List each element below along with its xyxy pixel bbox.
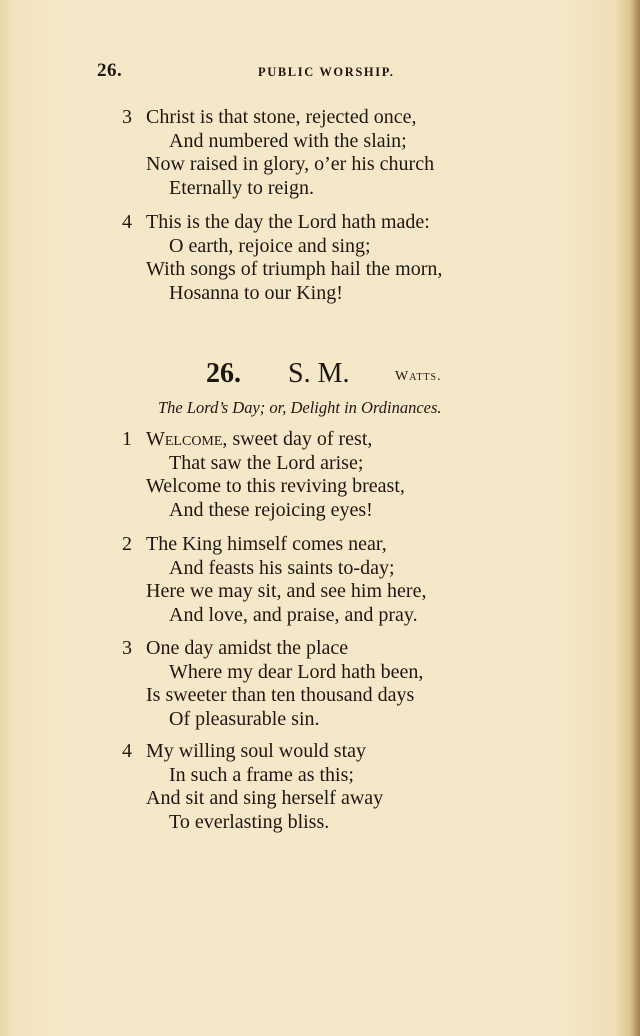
verse-text: The King himself comes near, [146, 533, 387, 555]
stanza-line [122, 130, 542, 154]
page-number: 26. [97, 60, 123, 81]
hymn-subtitle: The Lord’s Day; or, Delight in Ordinances. [158, 398, 442, 417]
verse-text: This is the day the Lord hath made: [146, 211, 430, 233]
hymn-header [0, 358, 640, 394]
stanza-line [122, 475, 542, 499]
verse-text: Of pleasurable sin. [169, 707, 320, 730]
stanza-number: 1 [122, 428, 132, 450]
hymn-stanza-4 [122, 740, 542, 834]
verse-text: And sit and sing herself away [146, 787, 384, 809]
stanza-line [122, 787, 542, 811]
stanza-number: 4 [122, 740, 132, 762]
stanza-line [122, 661, 542, 685]
previous-hymn-stanza-3 [122, 106, 542, 200]
verse-text: With songs of triumph hail the morn, [146, 258, 443, 280]
stanza-line [122, 557, 542, 581]
stanza-line [122, 282, 542, 306]
previous-hymn-stanza-4 [122, 211, 542, 305]
stanza-number: 4 [122, 211, 132, 233]
verse-text: And numbered with the slain; [169, 129, 407, 152]
stanza-line [122, 637, 542, 661]
verse-text: Is sweeter than ten thousand days [146, 684, 415, 706]
verse-text: And these rejoicing eyes! [169, 498, 373, 521]
running-head [0, 60, 640, 86]
first-word: Welcome, [146, 428, 228, 450]
hymn-stanza-1 [122, 428, 542, 522]
verse-text: That saw the Lord arise; [169, 451, 364, 474]
stanza-line [122, 452, 542, 476]
verse-text: Where my dear Lord hath been, [169, 660, 424, 683]
stanza-number: 3 [122, 106, 132, 128]
verse-text: O earth, rejoice and sing; [169, 234, 371, 257]
section-title: PUBLIC WORSHIP. [258, 65, 395, 79]
verse-text: And love, and praise, and pray. [169, 603, 418, 626]
stanza-line [122, 811, 542, 835]
verse-text: One day amidst the place [146, 637, 349, 659]
stanza-line [122, 211, 542, 235]
verse-text: Hosanna to our King! [169, 281, 343, 304]
stanza-line [122, 499, 542, 523]
stanza-line [122, 604, 542, 628]
verse-text: And feasts his saints to-day; [169, 556, 395, 579]
stanza-line [122, 235, 542, 259]
page-edge-shadow [630, 0, 640, 1036]
stanza-line [122, 740, 542, 764]
verse-text: To everlasting bliss. [169, 810, 330, 833]
verse-text: Now raised in glory, o’er his church [146, 153, 435, 175]
verse-text: Christ is that stone, rejected once, [146, 106, 417, 128]
hymn-number: 26. [206, 358, 241, 389]
verse-text: In such a frame as this; [169, 763, 354, 786]
verse-text: sweet day of rest, [227, 428, 373, 450]
stanza-line [122, 153, 542, 177]
stanza-number: 2 [122, 533, 132, 555]
verse-text: Welcome to this reviving breast, [146, 475, 405, 497]
verse-text: Eternally to reign. [169, 176, 314, 199]
stanza-line [122, 258, 542, 282]
stanza-number: 3 [122, 637, 132, 659]
stanza-line [122, 708, 542, 732]
stanza-line [122, 177, 542, 201]
hymn-author: Watts. [395, 369, 442, 384]
stanza-line [122, 580, 542, 604]
stanza-line [122, 106, 542, 130]
verse-text: Here we may sit, and see him here, [146, 580, 427, 602]
hymn-stanza-2 [122, 533, 542, 627]
hymn-stanza-3 [122, 637, 542, 731]
hymn-meter: S. M. [288, 358, 350, 389]
stanza-line [122, 533, 542, 557]
verse-text: My willing soul would stay [146, 740, 367, 762]
stanza-line [122, 428, 542, 452]
stanza-line [122, 684, 542, 708]
stanza-line [122, 764, 542, 788]
